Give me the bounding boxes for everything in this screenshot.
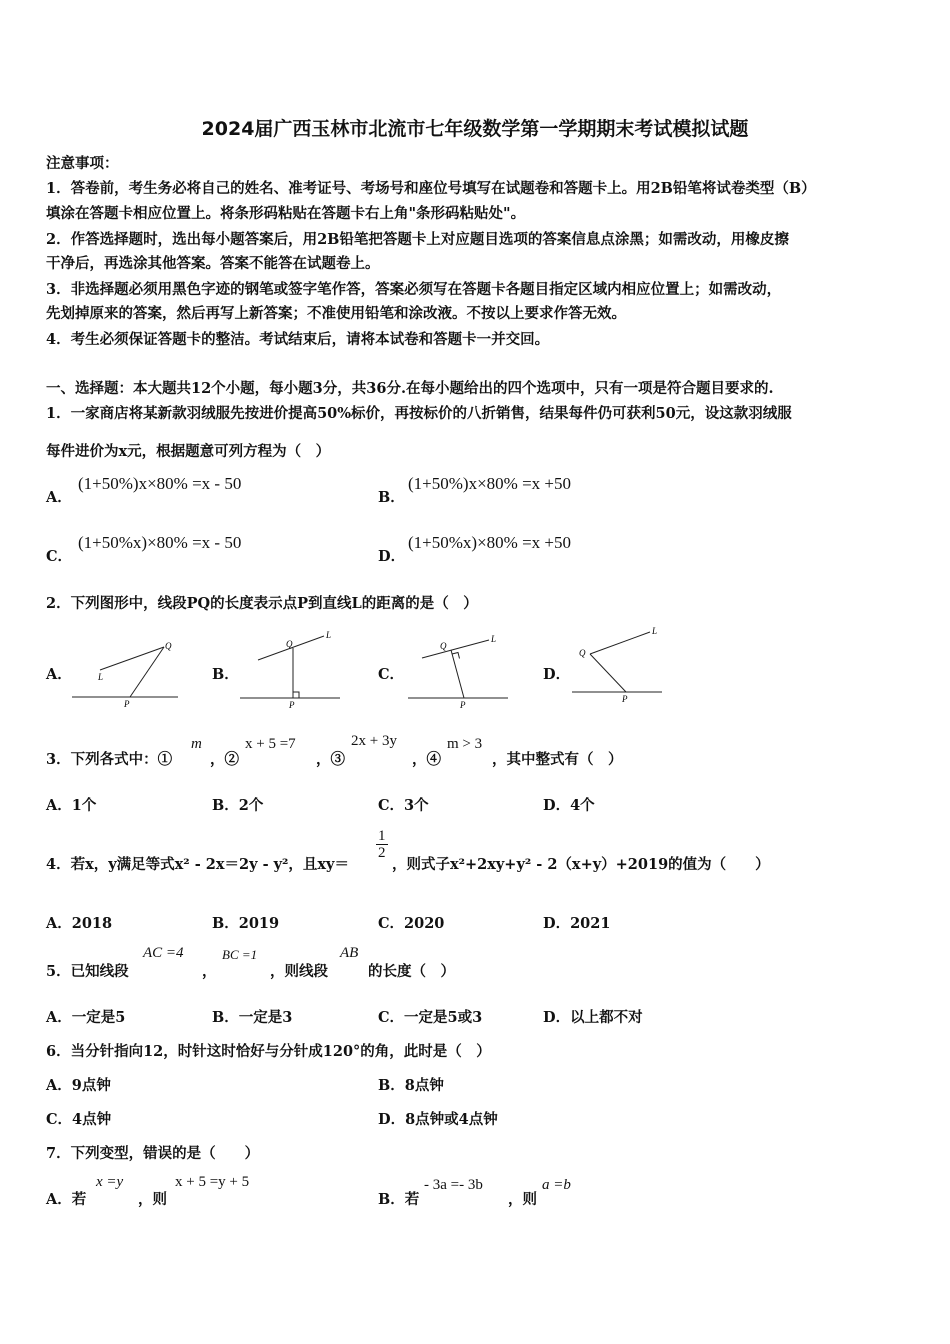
question-6-stem: 6．当分针指向12，时针这时恰好与分针成120°的角，此时是（ ） xyxy=(46,1043,491,1060)
fraction xyxy=(376,828,388,861)
option-label: D． xyxy=(378,548,406,565)
notice-line: 干净后，再选涂其他答案。答案不能答在试题卷上。 xyxy=(46,255,380,272)
option-formula: (1+50%x)×80% =x +50 xyxy=(408,533,571,552)
option-formula: (1+50%)x×80% =x +50 xyxy=(408,474,571,493)
expression: x =y xyxy=(96,1174,124,1190)
notice-line: 填涂在答题卡相应位置上。将条形码粘贴在答题卡右上角"条形码粘贴处"。 xyxy=(46,205,526,222)
notice-line: 先划掉原来的答案，然后再写上新答案；不准使用铅笔和涂改液。不按以上要求作答无效。 xyxy=(46,305,626,322)
option: B．8点钟 xyxy=(378,1077,444,1094)
notice-heading: 注意事项： xyxy=(46,155,119,172)
option: D．4个 xyxy=(543,797,595,814)
expression: x + 5 =y + 5 xyxy=(175,1174,250,1190)
question-5-mid: ，则线段 xyxy=(270,963,328,980)
question-5-prefix: 5．已知线段 xyxy=(46,963,129,980)
figure-option-b xyxy=(236,628,346,712)
question-1-line1: 1．一家商店将某新款羽绒服先按进价提高50%标价，再按标价的八折销售，结果每件仍可获利50元，设这款羽绒服 xyxy=(46,405,792,422)
expression: 2x + 3y xyxy=(351,733,397,749)
expression: - 3a =- 3b xyxy=(424,1177,483,1193)
label-l: L xyxy=(326,630,332,640)
label-l: L xyxy=(491,634,497,644)
figure-option-c xyxy=(404,630,514,712)
option: B．2个 xyxy=(212,797,264,814)
notice-line: 2．作答选择题时，选出每小题答案后，用2B铅笔把答题卡上对应题目选项的答案信息点涂黑；如需改动，用橡皮擦 xyxy=(46,231,789,248)
label-p: P xyxy=(289,700,295,710)
option: A．9点钟 xyxy=(46,1077,111,1094)
option: D．以上都不对 xyxy=(543,1009,643,1026)
separator: ，则 xyxy=(508,1191,537,1208)
question-4-part1: 4．若x，y满足等式x² - 2x＝2y - y²，且xy＝ xyxy=(46,856,349,873)
expression: AB xyxy=(340,945,359,961)
option-formula: (1+50%x)×80% =x - 50 xyxy=(78,533,242,552)
expression: m > 3 xyxy=(447,736,483,752)
option: A．1个 xyxy=(46,797,97,814)
page-title: 2024届广西玉林市北流市七年级数学第一学期期末考试模拟试题 xyxy=(201,118,749,140)
figure-option-a xyxy=(68,636,188,712)
fraction-denominator: 2 xyxy=(378,845,386,861)
question-4-part2: ，则式子x²+2xy+y² - 2（x+y）+2019的值为（ ） xyxy=(392,856,770,873)
separator: ，③ xyxy=(316,751,345,768)
option: D．2021 xyxy=(543,915,611,932)
notice-line: 1．答卷前，考生务必将自己的姓名、准考证号、考场号和座位号填写在试题卷和答题卡上。用2B铅笔将试卷类型（B） xyxy=(46,180,816,197)
option-label: B． xyxy=(378,489,405,506)
option-label: A． xyxy=(46,666,72,683)
label-l: L xyxy=(98,672,104,682)
question-5-suffix: 的长度（ ） xyxy=(368,963,455,980)
label-q: Q xyxy=(165,641,172,651)
option-label: C． xyxy=(46,548,73,565)
separator: ，② xyxy=(210,751,239,768)
question-7-stem: 7．下列变型，错误的是（ ） xyxy=(46,1145,260,1162)
separator: ，则 xyxy=(138,1191,167,1208)
option-label: C． xyxy=(378,666,405,683)
option-label: B． xyxy=(212,666,239,683)
option: D．8点钟或4点钟 xyxy=(378,1111,498,1128)
option: C．一定是5或3 xyxy=(378,1009,483,1026)
separator: ， xyxy=(202,963,217,980)
option-label: A． xyxy=(46,489,72,506)
option: A．一定是5 xyxy=(46,1009,126,1026)
label-q: Q xyxy=(286,639,293,649)
option-label: D． xyxy=(543,666,571,683)
label-q: Q xyxy=(579,648,586,658)
expression: BC =1 xyxy=(222,947,258,962)
label-q: Q xyxy=(440,641,447,651)
label-p: P xyxy=(622,694,628,704)
question-3-suffix: ，其中整式有（ ） xyxy=(492,751,623,768)
label-l: L xyxy=(652,626,658,636)
option: A．2018 xyxy=(46,915,113,932)
notice-line: 4．考生必须保证答题卡的整洁。考试结束后，请将本试卷和答题卡一并交回。 xyxy=(46,331,550,348)
option: B．2019 xyxy=(212,915,280,932)
fraction-numerator: 1 xyxy=(378,828,386,844)
notice-line: 3．非选择题必须用黑色字迹的钢笔或签字笔作答，答案必须写在答题卡各题目指定区域内相应位置上；如需改动， xyxy=(46,281,782,298)
option: B．一定是3 xyxy=(212,1009,293,1026)
expression: AC =4 xyxy=(143,945,184,961)
separator: ，④ xyxy=(412,751,441,768)
label-p: P xyxy=(124,699,130,709)
option: C．3个 xyxy=(378,797,429,814)
option-label: A．若 xyxy=(46,1191,87,1208)
option-label: B．若 xyxy=(378,1191,420,1208)
question-1-line2: 每件进价为x元，根据题意可列方程为（ ） xyxy=(46,443,331,460)
option-formula: (1+50%)x×80% =x - 50 xyxy=(78,474,242,493)
section-heading: 一、选择题：本大题共12个小题，每小题3分，共36分.在每小题给出的四个选项中，只有一项是符合题目要求的. xyxy=(46,380,774,397)
label-p: P xyxy=(460,700,466,710)
question-2-stem: 2．下列图形中，线段PQ的长度表示点P到直线L的距离的是（ ） xyxy=(46,595,478,612)
figure-option-d xyxy=(568,624,668,706)
option: C．2020 xyxy=(378,915,445,932)
expression: x + 5 =7 xyxy=(245,736,296,752)
question-3-prefix: 3．下列各式中：① xyxy=(46,751,173,768)
option: C．4点钟 xyxy=(46,1111,112,1128)
expression: a =b xyxy=(542,1177,571,1193)
expression: m xyxy=(191,736,202,752)
